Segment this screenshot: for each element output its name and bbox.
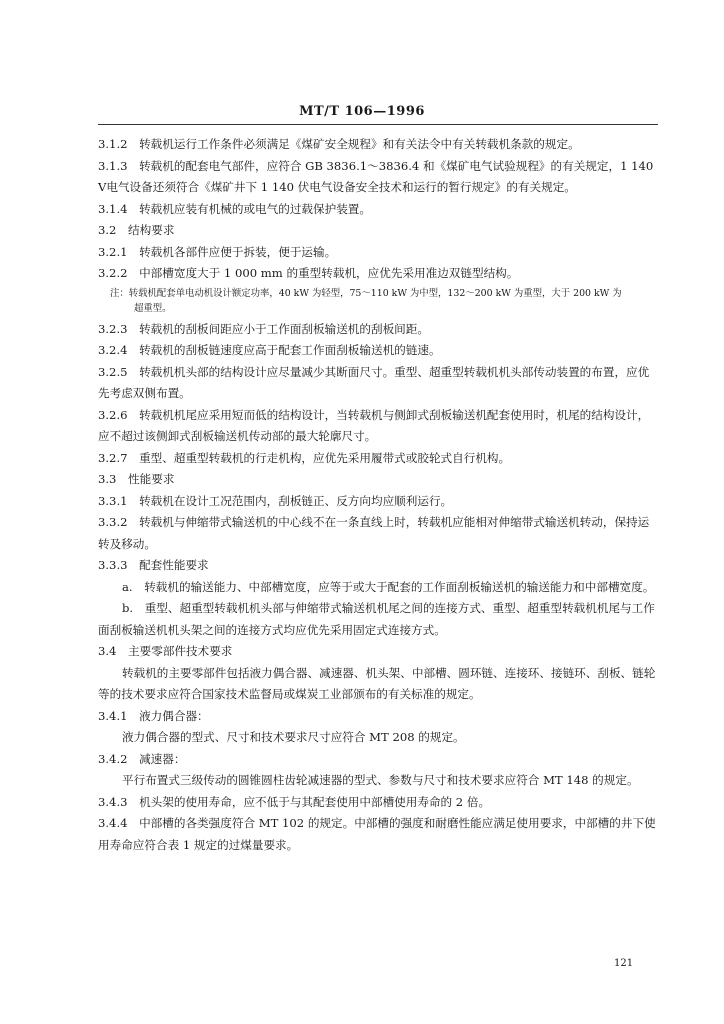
clause-3-2-4: 3.2.4 转载机的刮板链速度应高于配套工作面刮板输送机的链速。 (98, 343, 441, 357)
clause-3-4-2-body: 平行布置式三级传动的圆锥圆柱齿轮减速器的型式、参数与尺寸和技术要求应符合 MT 148 的规定。 (122, 773, 639, 787)
page-number: 121 (614, 958, 634, 969)
clause-3-3-3-a: a. 转载机的输送能力、中部槽宽度，应等于或大于配套的工作面刮板输送机的输送能力和中部槽宽度。 (122, 579, 655, 594)
section-3-4-body: 转载机的主要零部件包括液力偶合器、减速器、机头架、中部槽、圆环链、连接环、接链环、刮板、链轮等的技术要求应符合国家技术监督局或煤炭工业部颁布的有关标准的规定。 (98, 665, 656, 701)
section-3-2-heading: 3.2 结构要求 (98, 223, 175, 237)
clause-3-3-3-b: b. 重型、超重型转载机机头部与伸缩带式输送机机尾之间的连接方式、重型、超重型转载机机尾与工作面刮板输送机机头架之间的连接方式均应优先采用固定式连接方式。 (98, 601, 655, 637)
clause-3-3-2: 3.3.2 转载机与伸缩带式输送机的中心线不在一条直线上时，转载机应能相对伸缩带式输送机转动，保持运转及移动。 (98, 515, 650, 551)
clause-3-4-3: 3.4.3 机头架的使用寿命，应不低于与其配套使用中部槽使用寿命的 2 倍。 (98, 794, 491, 809)
clause-3-1-3: 3.1.3 转载机的配套电气部件，应符合 GB 3836.1～3836.4 和《煤矿电气试验规程》的有关规定，1 140 V电气设备还须符合《煤矿井下 1 140 伏电气设备安全技术和运行的暂行规定》的有关规定。 (98, 158, 654, 194)
clause-3-2-5: 3.2.5 转载机机头部的结构设计应尽量减少其断面尺寸。重型、超重型转载机机头部传动装置的布置，应优先考虑双侧布置。 (98, 364, 650, 400)
note (98, 286, 660, 316)
clause-3-1-2: 3.1.2 转载机运行工作条件必须满足《煤矿安全规程》和有关法令中有关转载机条款的规定。 (98, 137, 580, 151)
body-text (98, 134, 660, 856)
clause-3-2-3: 3.2.3 转载机的刮板间距应小于工作面刮板输送机的刮板间距。 (98, 321, 429, 336)
clause-3-2-6: 3.2.6 转载机机尾应采用短而低的结构设计，当转载机与侧卸式刮板输送机配套使用时，机尾的结构设计，应不超过该侧卸式刮板输送机传动部的最大轮廓尺寸。 (98, 407, 650, 443)
clause-3-3-3: 3.3.3 配套性能要求 (98, 558, 209, 572)
clause-3-4-1: 3.4.1 液力偶合器： (98, 708, 209, 723)
clause-3-4-2: 3.4.2 减速器： (98, 751, 186, 766)
note-line-2: 超重型。 (134, 302, 172, 314)
section-3-3-heading: 3.3 性能要求 (98, 472, 175, 486)
clause-3-2-1: 3.2.1 转载机各部件应便于拆装，便于运输。 (98, 244, 337, 259)
note-line-1: 注：转载机配套单电动机设计额定功率，40 kW 为轻型，75～110 kW 为中型，132～200 kW 为重型，大于 200 kW 为 (110, 287, 622, 299)
page-header-title: MT/T 106—1996 (299, 104, 425, 119)
clause-3-2-2: 3.2.2 中部槽宽度大于 1 000 mm 的重型转载机，应优先采用准边双链型结构。 (98, 266, 519, 280)
clause-3-2-7: 3.2.7 重型、超重型转载机的行走机构，应优先采用履带式或胶轮式自行机构。 (98, 450, 511, 465)
section-3-4-heading: 3.4 主要零部件技术要求 (98, 644, 233, 658)
header-rule (98, 124, 658, 125)
clause-3-1-4: 3.1.4 转载机应装有机械的或电气的过载保护装置。 (98, 201, 371, 216)
clause-3-4-1-body: 液力偶合器的型式、尺寸和技术要求尺寸应符合 MT 208 的规定。 (122, 730, 465, 744)
clause-3-4-4: 3.4.4 中部槽的各类强度符合 MT 102 的规定。中部槽的强度和耐磨性能应满足使用要求，中部槽的井下使用寿命应符合表 1 规定的过煤量要求。 (98, 816, 656, 852)
clause-3-3-1: 3.3.1 转载机在设计工况范围内，刮板链正、反方向均应顺利运行。 (98, 493, 453, 508)
